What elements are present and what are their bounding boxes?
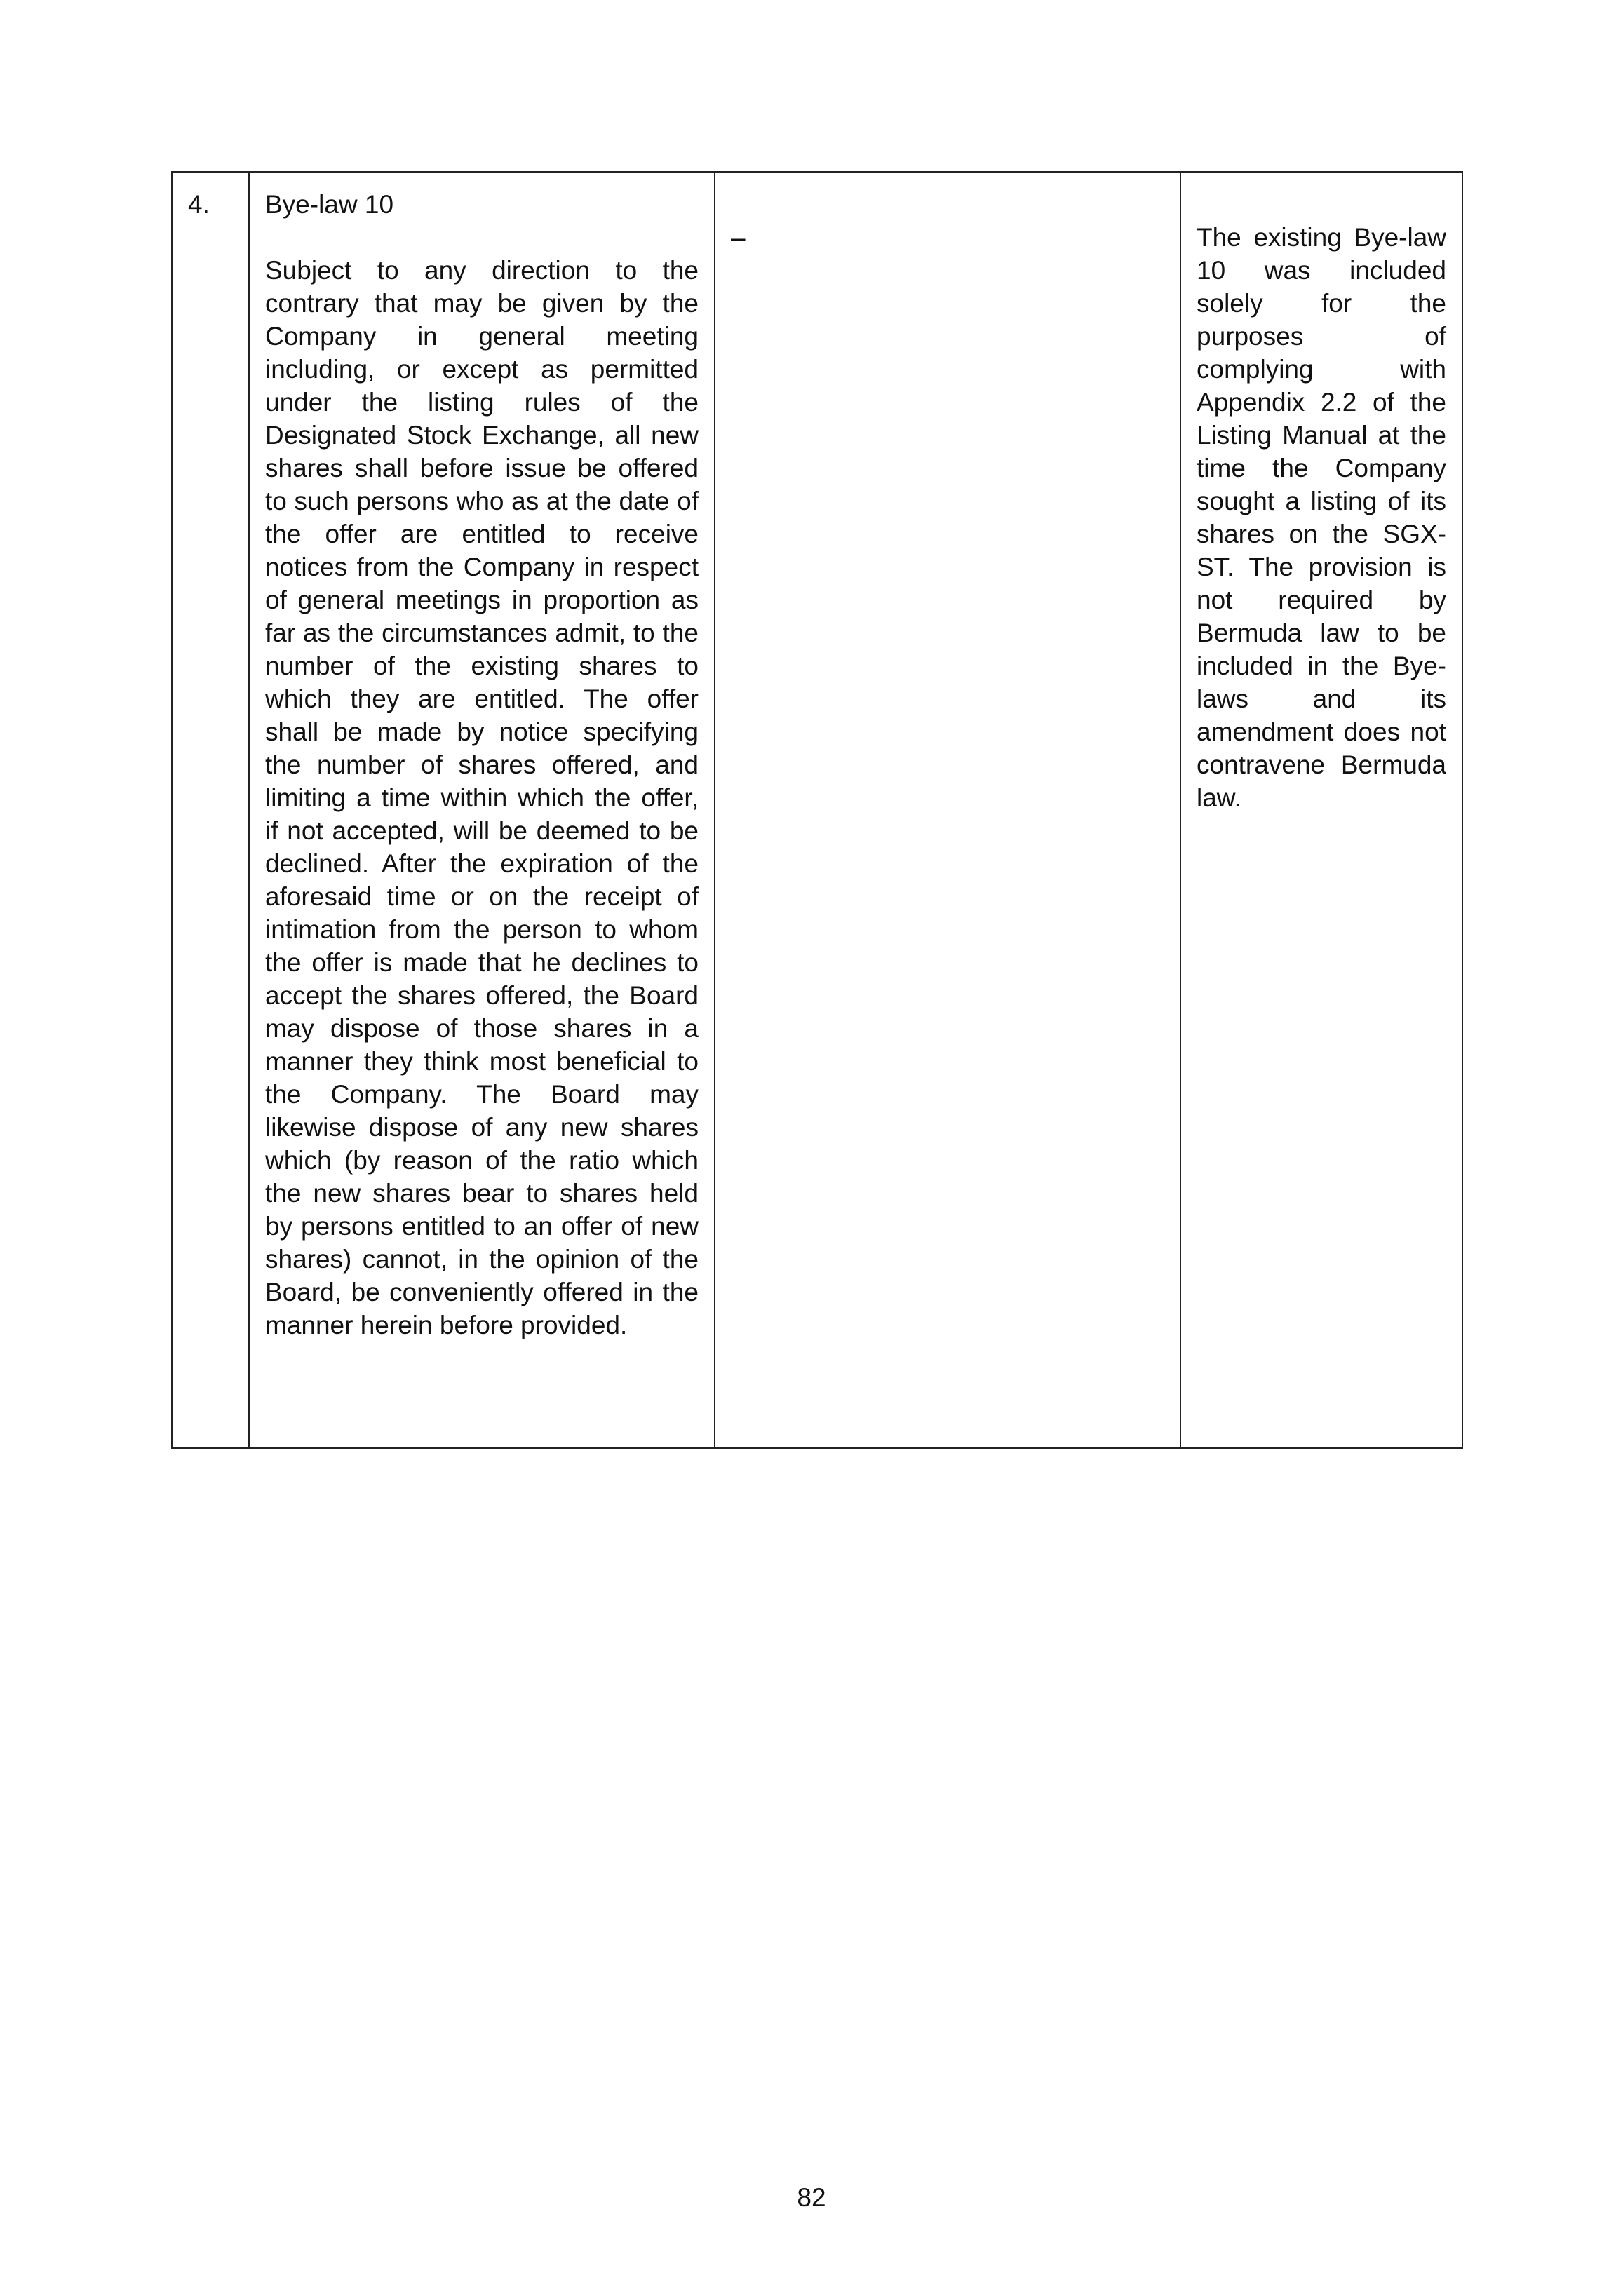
row-number-cell bbox=[172, 172, 249, 1448]
amended-bye-law-cell bbox=[715, 172, 1180, 1448]
page-number: 82 bbox=[797, 2183, 826, 2212]
existing-bye-law-text: Subject to any direction to the contrary that may be given by the Company in general meeting including, or except as permitted under the listing rules of the Designated Stock Exchange, all new shares shall before issue be offered to such persons who as at the date of the offer are entitled to receive notices from the Company in respect of general meetings in proportion as far as the circumstances admit, to the number of the existing shares to which they are entitled. The offer shall be made by notice specifying the number of shares offered, and limiting a time within which the offer, if not accepted, will be deemed to be declined. After the expiration of the aforesaid time or on the receipt of intimation from the person to whom the offer is made that he declines to accept the shares offered, the Board may dispose of those shares in a manner they think most beneficial to the Company. The Board may likewise dispose of any new shares which (by reason of the ratio which the new shares bear to shares held by persons entitled to an offer of new shares) cannot, in the opinion of the Board, be conveniently offered in the manner herein before provided. bbox=[265, 256, 699, 1339]
table-row bbox=[172, 172, 1462, 1448]
remarks-cell bbox=[1180, 172, 1462, 1448]
amended-bye-law-text: – bbox=[731, 223, 746, 252]
bye-law-heading: Bye-law 10 bbox=[265, 190, 394, 219]
existing-bye-law-cell bbox=[249, 172, 715, 1448]
bye-law-comparison-table bbox=[171, 171, 1463, 1449]
row-number: 4. bbox=[188, 190, 210, 219]
remark-text: The existing Bye-law 10 was included solely for the purposes of complying with Appendix 2.2 of the Listing Manual at the time the Company sought a listing of its shares on the SGX-ST. The provision is not required by Bermuda law to be included in the Bye-laws and its amendment does not contravene Bermuda law. bbox=[1197, 223, 1446, 812]
